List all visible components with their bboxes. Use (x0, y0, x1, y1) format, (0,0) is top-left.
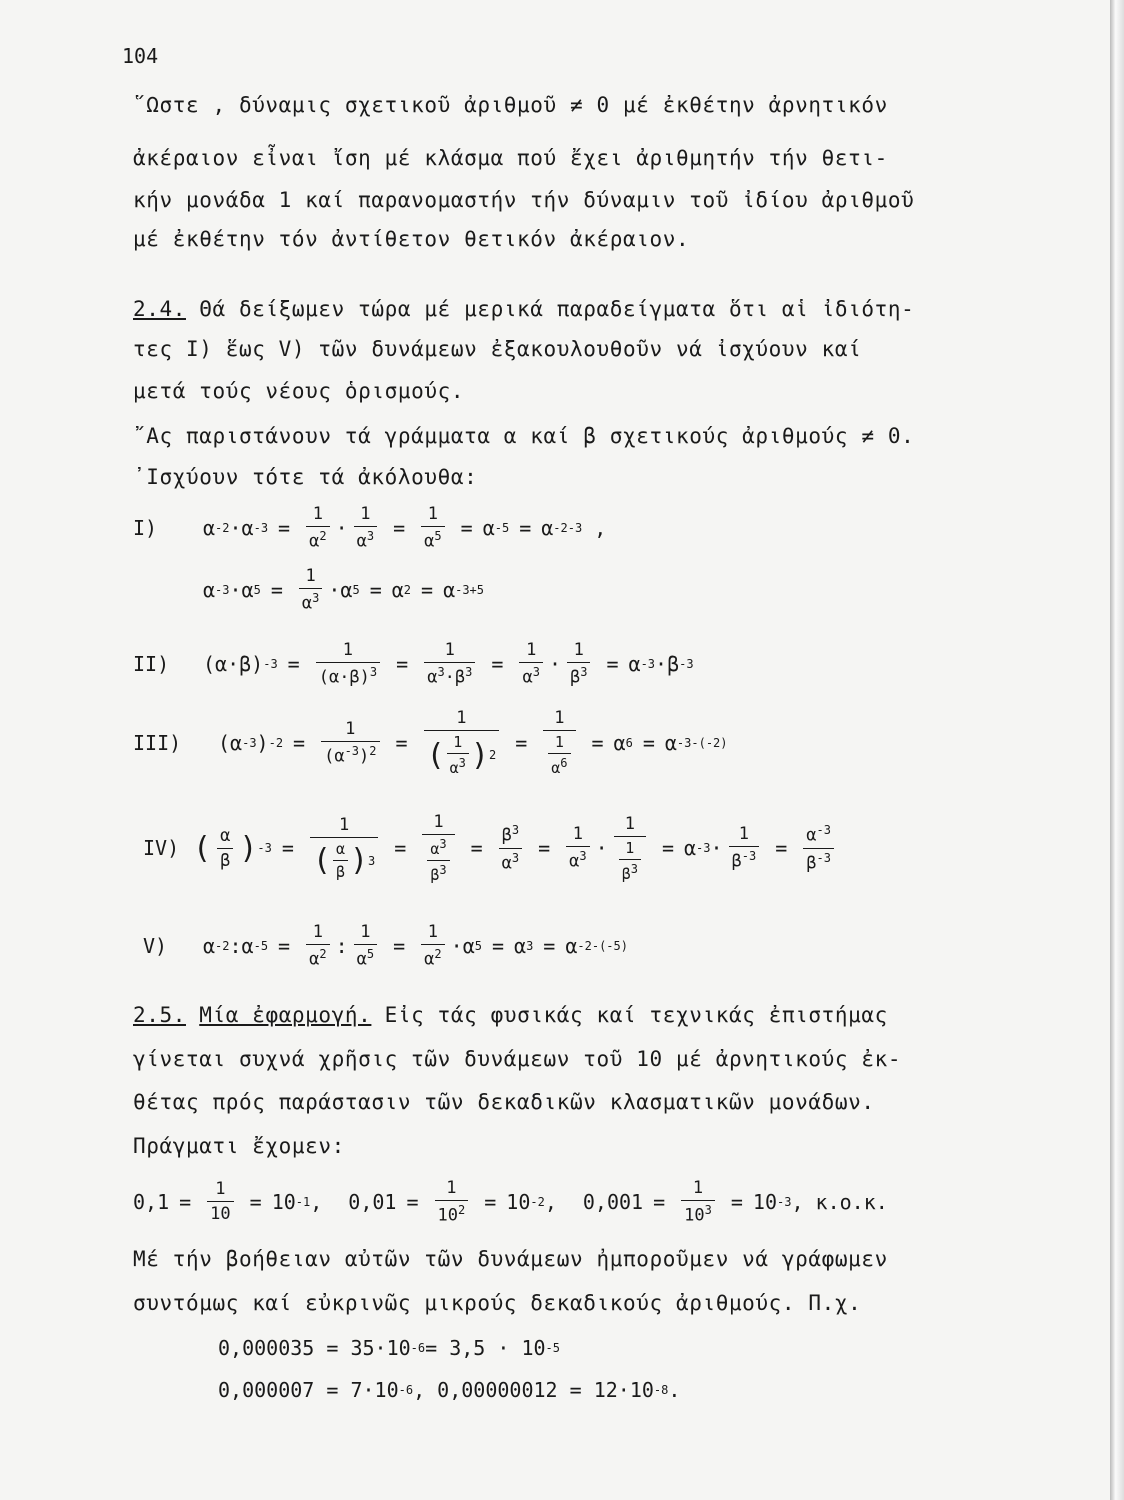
numerator: 1 (342, 640, 354, 660)
equation-label: II) (133, 651, 170, 676)
numerator (499, 823, 522, 848)
fraction (217, 826, 233, 871)
denominator (427, 860, 449, 884)
exponent: -3 (344, 743, 360, 758)
denominator (729, 846, 760, 872)
numerator: 1 (338, 815, 350, 835)
exponent: 3 (439, 863, 447, 877)
exponent: 3 (511, 850, 520, 865)
symbol: β (430, 866, 440, 884)
symbol: β (731, 851, 742, 872)
symbol: α (443, 577, 456, 602)
exponent: -3 (741, 849, 757, 864)
equation-label: III) (133, 730, 182, 755)
equals: = (606, 651, 619, 676)
paragraph-line: Πράγματι ἔχομεν: (133, 1134, 345, 1158)
equals: = (491, 651, 504, 676)
fraction (354, 922, 377, 970)
paren: ) (239, 830, 258, 866)
symbol: α (203, 515, 216, 540)
decimal-value: 0,01 (348, 1189, 397, 1214)
numerator: 1 (453, 733, 463, 751)
symbol: α (427, 667, 438, 688)
fraction (803, 823, 834, 873)
section-number: 2.4. (133, 297, 186, 321)
denominator (499, 848, 522, 874)
symbol: α (628, 651, 641, 676)
denominator (681, 1200, 715, 1226)
equation-I-line2 (203, 566, 484, 614)
denominator (421, 944, 444, 970)
fraction (306, 922, 329, 970)
exponent: -3 (640, 656, 656, 671)
symbol: α (203, 577, 216, 602)
symbol: α (482, 515, 495, 540)
comma: , (544, 1189, 557, 1214)
exponent: 3 (580, 665, 588, 679)
equals: = (393, 933, 406, 958)
equals: = (460, 515, 473, 540)
exponent: -1 (295, 1194, 311, 1209)
equals: = (470, 836, 483, 860)
exponent: -5 (494, 520, 510, 535)
fraction (499, 823, 522, 873)
paragraph-line: θέτας πρός παράστασιν τῶν δεκαδικῶν κλασματικῶν μονάδων. (133, 1090, 875, 1114)
page-number: 104 (122, 44, 159, 68)
operator: · (595, 836, 608, 860)
exponent: -3 (679, 656, 694, 671)
paragraph-line: μέ ἐκθέτην τόν ἀντίθετον θετικόν ἀκέραιον. (133, 227, 690, 251)
equals: = (421, 577, 434, 602)
fraction (316, 640, 380, 688)
exponent: -2 (215, 520, 230, 535)
fraction (422, 812, 454, 884)
equals: = (519, 515, 532, 540)
exponent: 5 (253, 582, 261, 597)
exponent: 5 (366, 947, 375, 961)
symbol: α (301, 593, 313, 614)
numerator: 1 (312, 504, 323, 524)
example-text: = 3,5 · 10 (425, 1336, 546, 1360)
denominator (566, 846, 589, 872)
numerator: 1 (360, 922, 371, 942)
fraction (424, 640, 475, 688)
period: . (668, 1378, 681, 1402)
exponent: -5 (253, 938, 269, 953)
section-2-4-heading-line (133, 297, 914, 321)
exponent: -2 (530, 1194, 545, 1209)
symbol: α (356, 949, 367, 970)
symbol: β (806, 853, 817, 874)
denominator (306, 944, 329, 970)
numerator: 1 (738, 824, 750, 845)
decimal-value: 0,001 (582, 1189, 644, 1214)
exponent: -5 (545, 1341, 560, 1355)
symbol: α (565, 933, 578, 958)
paren: ( (193, 830, 212, 866)
equals: = (249, 1189, 262, 1214)
denominator (619, 859, 641, 883)
equals: = (653, 1189, 666, 1214)
exponent: 3 (437, 665, 445, 679)
equals: = (394, 836, 407, 860)
paren: ) (470, 737, 489, 773)
base: 10 (684, 1205, 705, 1226)
page-edge-shadow (1110, 0, 1124, 1500)
symbol: α (424, 949, 435, 970)
numerator: α (335, 840, 345, 858)
exponent: -3 (816, 822, 831, 837)
decimal-powers-row (133, 1178, 888, 1226)
symbol: α (613, 730, 626, 755)
numerator: 1 (215, 1179, 226, 1200)
fraction (207, 1179, 233, 1224)
denominator (299, 588, 322, 614)
exponent: 2 (458, 1203, 466, 1217)
exponent: 3 (439, 837, 447, 851)
exponent: -2-(-5) (577, 938, 628, 953)
exponent: 3 (532, 665, 540, 679)
equation-V (143, 922, 628, 970)
denominator (424, 662, 475, 688)
base: 10 (752, 1189, 777, 1214)
equation-II (133, 640, 694, 688)
symbol: β (667, 651, 680, 676)
numerator (427, 837, 449, 860)
exponent: -6 (410, 1341, 426, 1355)
symbol: α (514, 933, 527, 958)
exponent: -3-(-2) (676, 735, 728, 750)
denominator (543, 730, 575, 777)
symbol: α (309, 949, 320, 970)
denominator (306, 526, 329, 552)
exponent: 2 (369, 743, 377, 758)
fraction (567, 640, 590, 688)
fraction (543, 708, 575, 777)
exponent: -3 (816, 850, 831, 865)
operator: · (229, 577, 242, 602)
equals: = (281, 836, 294, 860)
denominator (567, 662, 590, 688)
symbol: α (241, 577, 254, 602)
numerator: α (220, 825, 231, 846)
numerator: 1 (572, 824, 584, 845)
symbol: (α (218, 730, 243, 755)
equals: = (396, 651, 409, 676)
equation-label: V) (143, 933, 168, 958)
paren: ( (426, 737, 445, 773)
operator: · (229, 515, 242, 540)
fraction (681, 1178, 715, 1226)
equals: = (393, 515, 406, 540)
operator: : (335, 933, 348, 958)
exponent: 3 (368, 853, 376, 868)
symbol: β (621, 864, 631, 883)
fraction (306, 504, 329, 552)
numerator: 1 (427, 504, 439, 524)
denominator (422, 834, 454, 884)
equals: = (179, 1189, 192, 1214)
fraction (421, 922, 444, 970)
fraction (519, 640, 542, 688)
operator: · (335, 515, 348, 540)
denominator: β (333, 860, 348, 881)
symbol: α (241, 515, 254, 540)
numerator: 1 (360, 504, 371, 524)
denominator: β (217, 848, 233, 871)
paragraph-line: ἀκέραιον εἶναι ἴση μέ κλάσμα πού ἔχει ἀριθμητήν τήν θετι- (133, 146, 888, 170)
denominator (421, 526, 444, 552)
numerator: 1 (692, 1178, 704, 1198)
operator: · (328, 577, 341, 602)
section-title: Μία ἐφαρμογή. (199, 1003, 372, 1027)
fraction (354, 504, 377, 552)
exponent: -3 (696, 841, 711, 855)
section-text: Εἰς τάς φυσικάς καί τεχνικάς ἐπιστήμας (371, 1003, 888, 1027)
symbol: α (356, 531, 367, 552)
fraction (427, 837, 449, 884)
symbol: α (241, 933, 254, 958)
exponent: 3 (630, 861, 638, 876)
operator: · (450, 933, 463, 958)
decimal-value: 0,1 (133, 1189, 170, 1214)
exponent: -3 (215, 582, 230, 597)
symbol: α (424, 531, 435, 552)
fraction (299, 566, 322, 614)
numerator: 1 (433, 812, 444, 832)
example-row (218, 1378, 680, 1402)
exponent: 3 (458, 756, 466, 770)
numerator: 1 (526, 640, 537, 660)
denominator (424, 730, 500, 777)
fraction (310, 815, 378, 881)
symbol: (α·β) (203, 651, 264, 676)
equals: = (543, 933, 556, 958)
exponent: 3 (369, 665, 378, 679)
symbol: α (340, 577, 353, 602)
exponent: 2 (319, 947, 327, 961)
operator: · (710, 836, 723, 860)
exponent: -3 (263, 656, 278, 671)
symbol: β (501, 825, 512, 846)
exponent: -3 (777, 1194, 792, 1209)
numerator: 1 (573, 640, 584, 660)
numerator: 1 (427, 922, 439, 942)
symbol: α (309, 531, 320, 552)
symbol: α (569, 851, 580, 872)
paragraph-line: ᾿Ισχύουν τότε τά ἀκόλουθα: (133, 465, 478, 489)
symbol: α (391, 577, 404, 602)
exponent: -6 (398, 1383, 414, 1397)
example-text: 0,000007 = 7·10 (218, 1378, 399, 1402)
section-2-5-heading-line (133, 1003, 888, 1027)
paragraph-line: ῞Ωστε , δύναμις σχετικοῦ ἀριθμοῦ ≠ 0 μέ ἐκθέτην ἀρνητικόν (133, 93, 888, 117)
exponent: 5 (434, 529, 442, 543)
paragraph-line: γίνεται συχνά χρῆσις τῶν δυνάμεων τοῦ 10 μέ ἀρνητικούς ἐκ- (133, 1047, 902, 1071)
equals: = (491, 933, 505, 958)
numerator: 1 (444, 640, 455, 660)
base: 10 (437, 1205, 458, 1226)
numerator: 1 (624, 813, 635, 834)
denominator (310, 837, 378, 881)
equation-IV (143, 812, 840, 884)
equals: = (591, 730, 604, 755)
symbol: ) (256, 730, 269, 755)
symbol: α (430, 840, 440, 858)
paragraph-line: συντόμως καί εὐκρινῶς μικρούς δεκαδικούς ἀριθμούς. Π.χ. (133, 1291, 862, 1315)
paren: ) (349, 843, 369, 878)
denominator (354, 526, 377, 552)
example-row (218, 1336, 560, 1360)
equals: = (484, 1189, 497, 1214)
exponent: 6 (625, 735, 633, 750)
denominator (316, 662, 380, 688)
symbol: α (806, 825, 817, 846)
denominator (447, 753, 469, 777)
numerator: 1 (554, 733, 564, 751)
paragraph-line: μετά τούς νέους ὁρισμούς. (133, 379, 465, 403)
base: 10 (506, 1189, 531, 1214)
exponent: -3 (253, 520, 269, 535)
operator: · (548, 651, 561, 676)
equals: = (293, 730, 306, 755)
denominator (435, 1200, 469, 1226)
equals: = (775, 836, 788, 860)
exponent: 3 (312, 591, 320, 605)
exponent: 3 (704, 1203, 712, 1217)
equals: = (538, 836, 551, 860)
numerator: 1 (305, 566, 316, 586)
numerator: 1 (312, 922, 323, 942)
paragraph-line: κήν μονάδα 1 καί παρανομαστήν τήν δύναμιν τοῦ ἰδίου ἀριθμοῦ (133, 188, 915, 212)
symbol: α (541, 515, 554, 540)
denominator (614, 836, 646, 883)
example-text: 0,000035 = 35·10 (218, 1336, 411, 1360)
paragraph-line: Μέ τήν βοήθειαν αὐτῶν τῶν δυνάμεων ἠμποροῦμεν νά γράφωμεν (133, 1247, 888, 1271)
paragraph-line: τες I) ἕως V) τῶν δυνάμεων ἐξακουλουθοῦν νά ἰσχύουν καί (133, 337, 862, 361)
symbol: α (664, 730, 677, 755)
numerator (803, 823, 834, 848)
equation-label: IV) (143, 836, 180, 860)
paren: ( (312, 843, 331, 878)
equals: = (287, 651, 300, 676)
numerator: 1 (345, 718, 356, 739)
numerator: 1 (456, 708, 467, 728)
equation-I (133, 504, 606, 552)
exponent: -2-3 (553, 520, 583, 535)
equals: = (270, 577, 283, 602)
symbol: α (684, 836, 697, 860)
symbol: (α (324, 746, 345, 767)
exponent: -8 (653, 1383, 669, 1397)
equals: = (278, 933, 291, 958)
fraction (619, 839, 641, 883)
exponent: -2 (268, 735, 284, 750)
equals: = (661, 836, 674, 860)
operator: · (655, 651, 668, 676)
exponent: 2 (403, 582, 412, 597)
fraction (321, 719, 379, 767)
fraction (614, 814, 646, 883)
denominator (354, 944, 377, 970)
symbol: β (454, 667, 466, 688)
fraction (729, 824, 760, 872)
symbol: α (551, 759, 561, 777)
exponent: 5 (474, 938, 482, 953)
equals: = (730, 1189, 743, 1214)
example-text: , 0,00000012 = 12·10 (413, 1378, 654, 1402)
numerator: 1 (554, 708, 565, 728)
denominator (519, 662, 542, 688)
exponent: 3 (465, 665, 473, 679)
exponent: -3+5 (455, 582, 485, 597)
comma: , (310, 1189, 323, 1214)
paragraph-line: ῎Ας παριστάνουν τά γράμματα α καί β σχετικούς ἀριθμούς ≠ 0. (133, 424, 915, 448)
exponent: 2 (488, 748, 497, 762)
symbol: α (203, 933, 216, 958)
fraction (447, 733, 469, 777)
equals: = (515, 730, 528, 755)
exponent: 3 (526, 938, 534, 953)
fraction (566, 824, 589, 872)
denominator (321, 741, 379, 767)
section-number: 2.5. (133, 1003, 186, 1027)
exponent: -2 (215, 938, 230, 953)
exponent: 3 (366, 529, 375, 543)
section-text: Θά δείξωμεν τώρα μέ μερικά παραδείγματα ὅτι αἱ ἰδιότη- (185, 297, 915, 321)
exponent: 3 (579, 849, 587, 864)
equals: = (642, 730, 655, 755)
equals: = (278, 515, 291, 540)
numerator: 1 (625, 838, 635, 857)
equation-label: I) (133, 515, 158, 540)
operator: : (229, 933, 242, 958)
fraction (435, 1178, 469, 1226)
equals: = (395, 730, 408, 755)
numerator: 1 (446, 1178, 457, 1198)
exponent: 2 (434, 947, 442, 961)
denominator (548, 753, 570, 777)
base: 10 (271, 1189, 296, 1214)
denominator: 10 (207, 1201, 233, 1224)
symbol: α (449, 759, 459, 777)
symbol: α (462, 933, 475, 958)
symbol: β (569, 667, 581, 688)
exponent: -3 (257, 841, 272, 855)
equals: = (369, 577, 382, 602)
exponent: 6 (560, 756, 568, 770)
fraction (548, 733, 570, 777)
equals: = (406, 1189, 419, 1214)
etc-text: , κ.ο.κ. (791, 1189, 888, 1214)
comma: , (594, 515, 607, 540)
fraction (333, 840, 348, 881)
operator: · (444, 667, 455, 688)
symbol: (α·β) (318, 667, 370, 688)
symbol: ) (359, 746, 370, 767)
exponent: 3 (511, 822, 520, 837)
exponent: -3 (242, 735, 257, 750)
exponent: 2 (319, 529, 327, 543)
fraction (424, 708, 500, 777)
equation-III (133, 708, 728, 777)
fraction (421, 504, 444, 552)
exponent: 5 (352, 582, 360, 597)
symbol: α (522, 667, 533, 688)
symbol: α (501, 853, 512, 874)
denominator (803, 848, 834, 874)
